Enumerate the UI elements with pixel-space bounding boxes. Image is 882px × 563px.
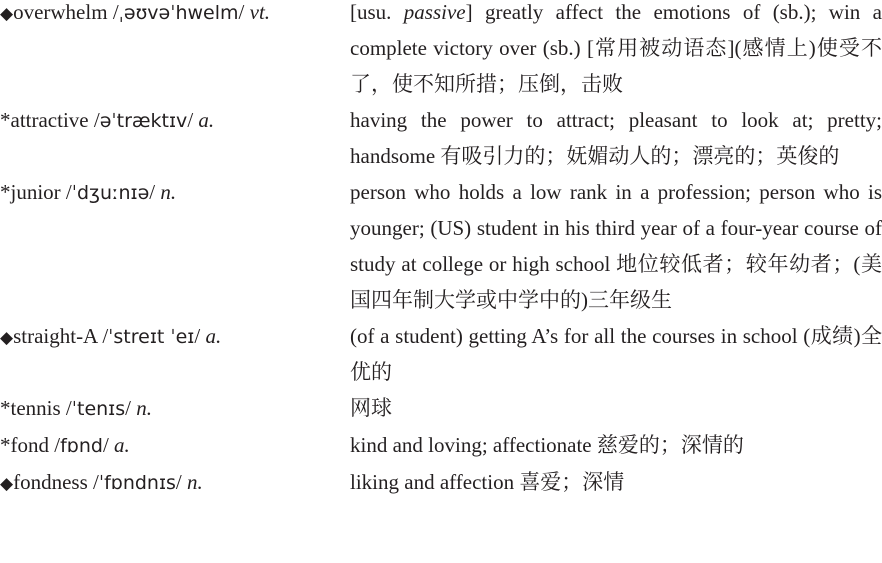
pronunciation: ˈdʒuːnɪə (71, 182, 150, 204)
pronunciation: ˈfɒndnɪs (98, 472, 176, 494)
part-of-speech: a. (198, 108, 215, 132)
definition: having the power to attract; pleasant to look at; pretty; handsome 有吸引力的；妩媚动人的；漂亮的；英俊的 (350, 108, 882, 168)
definition: 网球 (350, 396, 392, 420)
entry-attractive (0, 102, 882, 174)
part-of-speech: a. (114, 433, 130, 457)
part-of-speech: n. (136, 396, 152, 420)
headword: junior (10, 180, 61, 204)
part-of-speech: n. (160, 180, 177, 204)
pronunciation: ˈstreɪt ˈeɪ (108, 326, 195, 348)
headword: overwhelm (13, 0, 108, 24)
headword: straight-A (13, 324, 98, 348)
diamond-marker-icon: ◆ (0, 328, 14, 348)
pronunciation: əˈtræktɪv (99, 110, 188, 132)
headword: fondness (13, 470, 88, 494)
entry-head: *junior /ˈdʒuːnɪə/ n. (0, 180, 177, 204)
asterisk-marker: * (0, 108, 11, 132)
diamond-marker-icon: ◆ (0, 4, 14, 24)
definition: liking and affection 喜爱；深情 (350, 470, 625, 494)
asterisk-marker: * (0, 433, 11, 457)
definition: (of a student) getting A’s for all the courses in school (成绩)全优的 (350, 324, 882, 384)
headword: tennis (10, 396, 61, 420)
pronunciation: ˈtenɪs (71, 398, 126, 420)
definition: [usu. passive] greatly affect the emotions of (sb.); win a complete victory over (sb.) [常用被动语态](感情上)使受不了，使不知所措；压倒，击败 (350, 0, 882, 96)
headword: attractive (10, 108, 89, 132)
asterisk-marker: * (0, 180, 11, 204)
definition: person who holds a low rank in a profession; person who is younger; (US) student in his third year of a four-year course of study at college or high school 地位较低者；较年幼者；(美国四年制大学或中学中的)三年级生 (350, 180, 882, 312)
definition: kind and loving; affectionate 慈爱的；深情的 (350, 433, 744, 457)
part-of-speech: vt. (249, 0, 271, 24)
entry-overwhelm (0, 0, 882, 102)
entry-head: ◆fondness /ˈfɒndnɪs/ n. (0, 470, 203, 494)
entry-head: *tennis /ˈtenɪs/ n. (0, 396, 152, 420)
entry-head: *fond /fɒnd/ a. (0, 433, 130, 457)
entry-fondness (0, 464, 882, 502)
entry-junior (0, 174, 882, 318)
headword: fond (10, 433, 49, 457)
entry-fond (0, 427, 882, 464)
entry-head: *attractive /əˈtræktɪv/ a. (0, 108, 215, 132)
entry-tennis (0, 390, 882, 427)
entry-straight-a (0, 318, 882, 390)
asterisk-marker: * (0, 396, 11, 420)
pronunciation: fɒnd (60, 435, 103, 457)
entry-head: ◆overwhelm /ˌəʊvəˈhwelm/ vt. (0, 0, 271, 24)
part-of-speech: n. (187, 470, 203, 494)
part-of-speech: a. (205, 324, 222, 348)
pronunciation: ˌəʊvəˈhwelm (118, 2, 239, 24)
diamond-marker-icon: ◆ (0, 474, 14, 494)
entry-head: ◆straight-A /ˈstreɪt ˈeɪ/ a. (0, 324, 222, 348)
